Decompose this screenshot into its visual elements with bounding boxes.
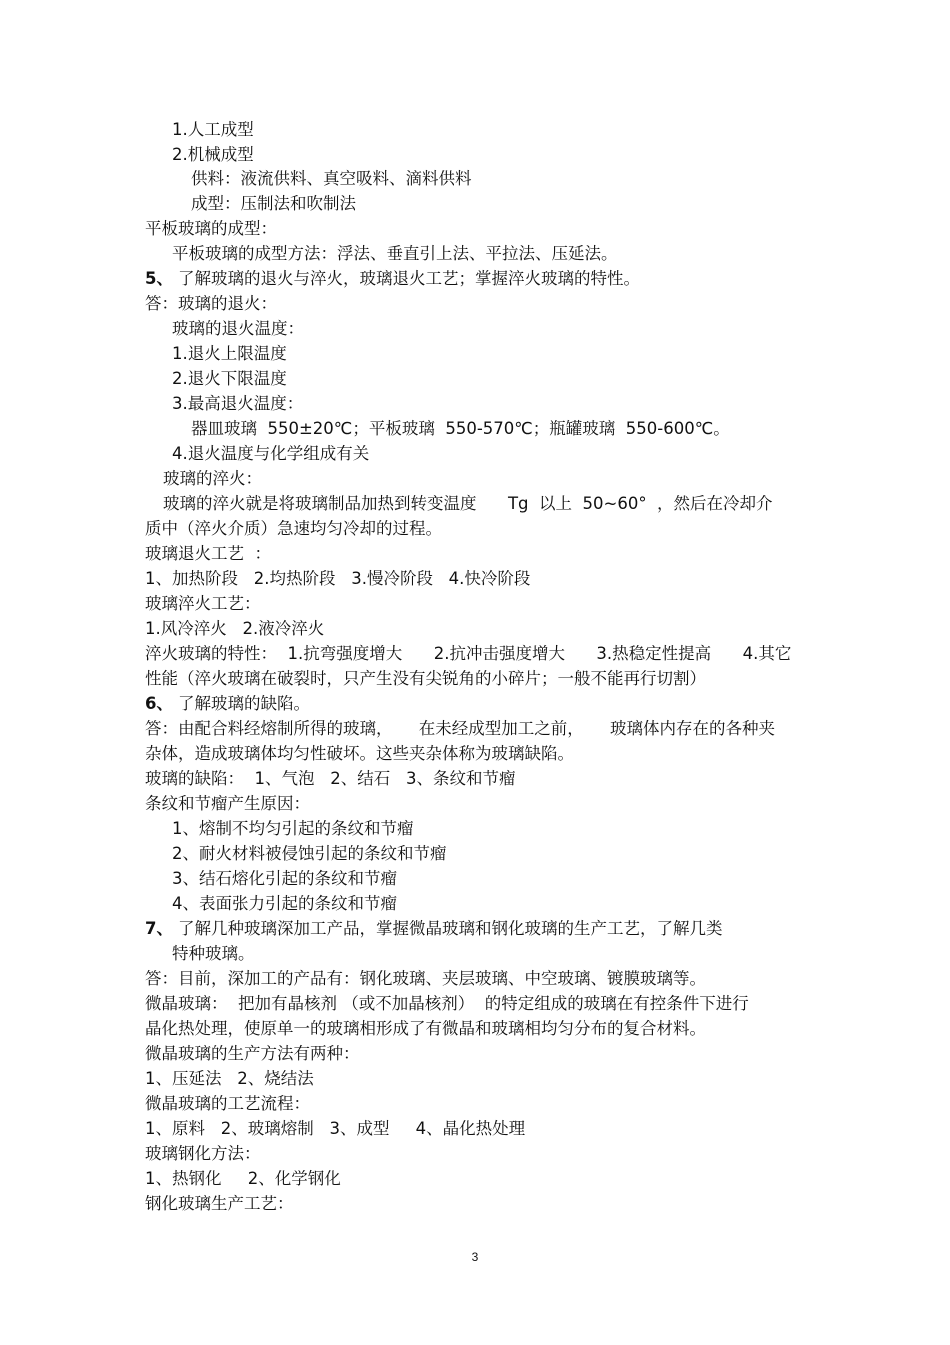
section-heading: 平板玻璃的成型：: [145, 219, 277, 238]
text-line: 4.退火温度与化学组成有关: [172, 444, 370, 463]
text-line: 平板玻璃的成型方法：浮法、垂直引上法、平拉法、压延法。: [172, 244, 618, 263]
text-line: 成型：压制法和吹制法: [191, 194, 356, 213]
section-heading: 微晶玻璃的生产方法有两种：: [145, 1044, 360, 1063]
text-line: 淬火玻璃的特性： 1.抗弯强度增大 2.抗冲击强度增大 3.热稳定性提高 4.其它: [145, 644, 792, 663]
question-number: 6、: [145, 694, 173, 713]
text-line: 1.退火上限温度: [172, 344, 287, 363]
section-heading: 微晶玻璃的工艺流程：: [145, 1094, 310, 1113]
text-line: 供料：液流供料、真空吸料、滴料供料: [191, 169, 472, 188]
question-text: 特种玻璃。: [172, 944, 255, 963]
text-line: 3、结石熔化引起的条纹和节瘤: [172, 869, 397, 888]
question-text: 了解玻璃的缺陷。: [178, 694, 310, 713]
text-line: 性能（淬火玻璃在破裂时，只产生没有尖锐角的小碎片；一般不能再行切割）: [145, 669, 706, 688]
question-number: 7、: [145, 919, 173, 938]
text-line: 1、原料 2、玻璃熔制 3、成型 4、晶化热处理: [145, 1119, 526, 1138]
text-line: 玻璃的缺陷： 1、气泡 2、结石 3、条纹和节瘤: [145, 769, 516, 788]
text-line: 杂体，造成玻璃体均匀性破坏。这些夹杂体称为玻璃缺陷。: [145, 744, 574, 763]
text-line: 器皿玻璃 550±20℃；平板玻璃 550-570℃；瓶罐玻璃 550-600℃。: [191, 419, 730, 438]
text-line: 2.退火下限温度: [172, 369, 287, 388]
text-line: 微晶玻璃： 把加有晶核剂 （或不加晶核剂） 的特定组成的玻璃在有控条件下进行: [145, 994, 749, 1013]
section-heading: 玻璃的淬火：: [163, 469, 262, 488]
text-line: 3.最高退火温度：: [172, 394, 304, 413]
text-line: 2.机械成型: [172, 145, 254, 164]
section-heading: 钢化玻璃生产工艺：: [145, 1194, 294, 1213]
answer-line: 答：由配合料经熔制所得的玻璃， 在未经成型加工之前， 玻璃体内存在的各种夹: [145, 719, 775, 738]
text-line: 1、加热阶段 2.均热阶段 3.慢冷阶段 4.快冷阶段: [145, 569, 531, 588]
text-line: 2、耐火材料被侵蚀引起的条纹和节瘤: [172, 844, 447, 863]
text-line: 1、压延法 2、烧结法: [145, 1069, 314, 1088]
section-heading: 玻璃退火工艺 ：: [145, 544, 271, 563]
section-heading: 玻璃钢化方法：: [145, 1144, 261, 1163]
text-line: 1、熔制不均匀引起的条纹和节瘤: [172, 819, 414, 838]
question-text: 了解玻璃的退火与淬火，玻璃退火工艺；掌握淬火玻璃的特性。: [178, 269, 640, 288]
section-heading: 条纹和节瘤产生原因：: [145, 794, 310, 813]
question-number: 5、: [145, 269, 173, 288]
answer-line: 答：玻璃的退火：: [145, 294, 277, 313]
text-line: 玻璃的淬火就是将玻璃制品加热到转变温度 Tg 以上 50~60° ，然后在冷却介: [163, 494, 773, 513]
text-line: 1、热钢化 2、化学钢化: [145, 1169, 341, 1188]
text-line: 晶化热处理，使原单一的玻璃相形成了有微晶和玻璃相均匀分布的复合材料。: [145, 1019, 706, 1038]
question-text: 了解几种玻璃深加工产品，掌握微晶玻璃和钢化玻璃的生产工艺，了解几类: [178, 919, 723, 938]
page-number: 3: [471, 1250, 479, 1264]
text-line: 4、表面张力引起的条纹和节瘤: [172, 894, 397, 913]
text-line: 1.风冷淬火 2.液冷淬火: [145, 619, 325, 638]
text-line: 质中（淬火介质）急速均匀冷却的过程。: [145, 519, 442, 538]
answer-line: 答：目前，深加工的产品有：钢化玻璃、夹层玻璃、中空玻璃、镀膜玻璃等。: [145, 969, 706, 988]
text-line: 玻璃的退火温度：: [172, 319, 304, 338]
text-line: 1.人工成型: [172, 120, 254, 139]
section-heading: 玻璃淬火工艺：: [145, 594, 261, 613]
